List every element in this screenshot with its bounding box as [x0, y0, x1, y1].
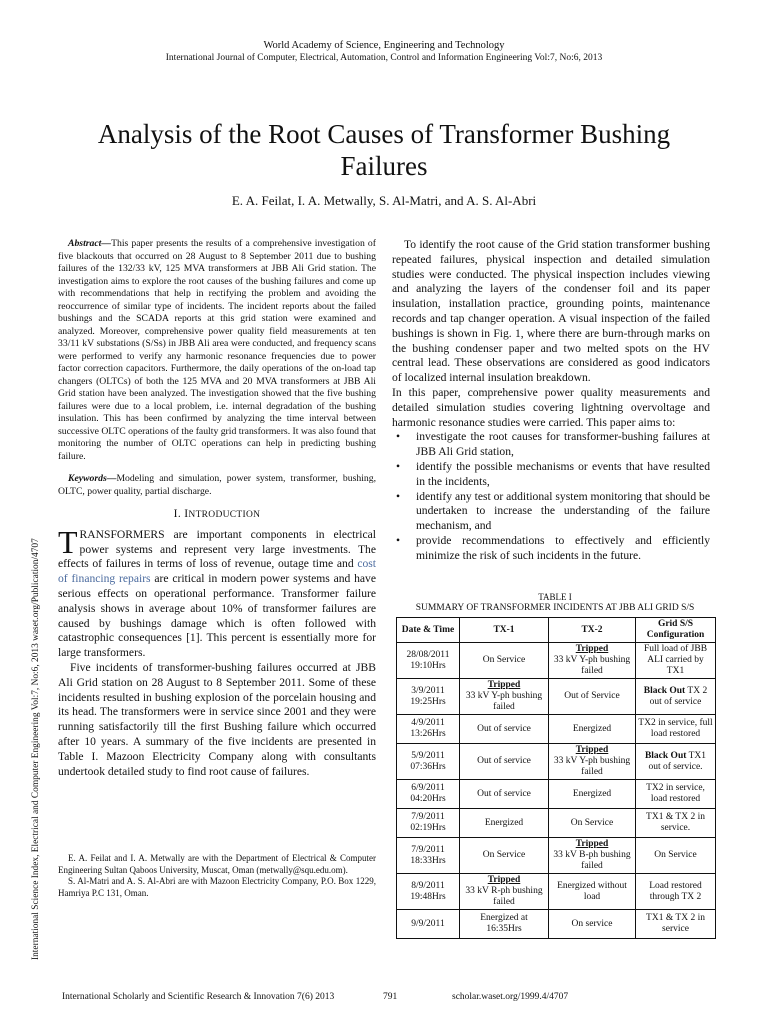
- abstract-text: This paper presents the results of a comprehensive investigation of five blackouts that occurred on 28 August to 8 September 2011 due to bushing failures of the 132/33 kV, 125 MVA transformers at JBB Ali Grid station. The investigation aims to explore the root causes of the bushing failures and come up with recommendations that help in rectifying the problem and avoiding the reoccurrence of similar type of incidents. The incident reports about the failed bushings and the SCADA reports at this grid station were examined and analyzed. Moreover, comprehensive power quality field measurements at ten 33/11 kV substations (S/Ss) in JBB Ali area were conducted, and frequency scans were performed to verify any harmonic resonance frequencies due to power factor correction capacitors. Furthermore, the daily operations of the on-load tap changers (OLTCs) of both the 125 MVA and 20 MVA transformers at JBB Ali Grid station have been analyzed. The investigation showed that the five bushing failures were due to a local problem, i.e. internal degradation of the bushing insulation. This has been confirmed by analyzing the time interval between successive OLTC operations of the faulty grid transformers. It was also found that monitoring the number of OLTC operations can help in predicting bushing failure.: [58, 238, 376, 462]
- tx2-status: 33 kV Y-ph bushing failed: [553, 756, 631, 777]
- config-text: TX 2 out of service: [649, 685, 708, 707]
- table-caption: [392, 592, 718, 614]
- config-text: TX1 out of service.: [648, 750, 707, 772]
- incident-table: [396, 617, 716, 939]
- tx2-status: On Service: [570, 817, 614, 828]
- paper-authors: E. A. Feilat, I. A. Metwally, S. Al-Matri, and A. S. Al-Abri: [231, 193, 537, 208]
- tx1-status: On Service: [482, 850, 526, 860]
- time-text: 04:20Hrs: [410, 794, 446, 804]
- abstract: [58, 238, 376, 463]
- aims-list-item: • provide recommendations to effectively and efficiently minimize the risk of such incidents in the future.: [416, 534, 710, 564]
- intro-p1-lead: RANSFORMERS are important components in electrical power systems and represent very large investments. The effects of failures in terms of loss of revenue, outage time and: [58, 527, 376, 571]
- tx2-status: Energized: [572, 723, 612, 734]
- time-text: 02:19Hrs: [410, 823, 446, 833]
- cell-tx1: [460, 643, 549, 679]
- cell-date: [397, 715, 460, 744]
- table-caption-text: SUMMARY OF TRANSFORMER INCIDENTS AT JBB ALI GRID S/S: [415, 603, 695, 613]
- config-text: TX2 in service, full load restored: [638, 718, 713, 739]
- right-paragraph-1: To identify the root cause of the Grid station transformer bushing repeated failures, physical inspection and detailed simulation studies were conducted. The physical inspection includes viewing and analyzing the layers of the condenser foil and its paper insulation, installation practice, grounding points, maintenance records and tap changer operation. A visual inspection of the failed bushings is shown in Fig. 1, where there are burn-through marks on the bushing condenser paper and two melted spots on the HV central lead. These observations are considered as good indicators of localized internal insulation breakdown.: [392, 238, 710, 385]
- time-text: 07:36Hrs: [410, 761, 446, 772]
- aims-list-item: • identify the possible mechanisms or events that have resulted in the incidents,: [416, 460, 710, 490]
- time-text: 19:48Hrs: [410, 891, 446, 902]
- cell-tx1: [460, 910, 549, 939]
- section-numeral: I.: [173, 507, 182, 520]
- abstract-label: Abstract—: [68, 238, 112, 249]
- cell-date: [397, 679, 460, 715]
- col-header-tx2: TX-2: [549, 618, 636, 643]
- footnote-2: S. Al-Matri and A. S. Al-Abri are with Mazoon Electricity Company, P.O. Box 1229, Hamriya P.C 131, Oman.: [58, 876, 376, 898]
- keywords-label: Keywords—: [68, 473, 117, 484]
- config-text: TX1 & TX 2 in service.: [646, 812, 705, 833]
- tx2-status: Out of Service: [564, 691, 620, 701]
- table-row: [397, 809, 716, 838]
- cell-tx2: [549, 910, 636, 939]
- table-row: [397, 838, 716, 874]
- section-title-first: I: [184, 507, 189, 520]
- time-text: 19:10Hrs: [410, 660, 446, 671]
- table-row: [397, 780, 716, 809]
- author-footnote: [58, 853, 376, 899]
- right-column: [392, 238, 710, 564]
- table-label: TABLE I: [538, 592, 572, 602]
- section-title-introduction: [58, 507, 376, 523]
- config-text: TX2 in service, load restored: [646, 783, 705, 804]
- date-text: 6/9/2011: [411, 783, 445, 793]
- tripped-label: Tripped: [487, 680, 521, 690]
- time-text: 13:26Hrs: [410, 729, 446, 739]
- cell-config: [636, 744, 716, 780]
- aims-list-item: • identify any test or additional system monitoring that should be undertaken to increase the understanding of the failure mechanism, and: [416, 490, 710, 534]
- cell-date: [397, 744, 460, 780]
- paper-title: Analysis of the Root Causes of Transformer Bushing Failures: [97, 119, 671, 181]
- financing-link[interactable]: cost of financing repairs: [58, 557, 376, 586]
- tx1-status: 33 kV R-ph bushing failed: [465, 886, 543, 907]
- config-text: Load restored through TX 2: [649, 880, 702, 902]
- table-row: [397, 715, 716, 744]
- cell-date: [397, 838, 460, 874]
- cell-tx2: [549, 780, 636, 809]
- footer-publisher: International Scholarly and Scientific Research & Innovation 7(6) 2013: [62, 992, 335, 1002]
- tripped-label: Tripped: [575, 839, 609, 849]
- table-header-row: [397, 618, 716, 643]
- sidebar-citation: International Science Index, Electrical and Computer Engineering Vol:7, No:6, 2013 waset.org/Publication/4707: [31, 538, 41, 960]
- col-header-tx1: TX-1: [460, 618, 549, 643]
- footnote-1: E. A. Feilat and I. A. Metwally are with the Department of Electrical & Computer Engineering Sultan Qaboos University, Muscat, Oman (metwally@squ.edu.om).: [58, 853, 376, 875]
- tripped-label: Tripped: [487, 875, 521, 885]
- cell-date: [397, 910, 460, 939]
- keywords: [58, 473, 376, 498]
- cell-date: [397, 874, 460, 910]
- date-text: 28/08/2011: [406, 649, 450, 660]
- table-row: [397, 744, 716, 780]
- footer-url: scholar.waset.org/1999.4/4707: [452, 992, 569, 1002]
- keywords-text: Modeling and simulation, power system, transformer, bushing, OLTC, power quality, partial discharge.: [58, 473, 376, 497]
- table-row: [397, 874, 716, 910]
- tx2-status: On service: [571, 918, 613, 929]
- cell-tx2: [549, 679, 636, 715]
- intro-paragraph-1: [58, 523, 376, 661]
- config-text: TX1 & TX 2 in service: [646, 913, 705, 934]
- time-text: 19:25Hrs: [410, 696, 446, 707]
- tx1-status: 33 kV Y-ph bushing failed: [465, 691, 543, 712]
- cell-tx2: [549, 744, 636, 780]
- cell-config: [636, 809, 716, 838]
- time-text: 18:33Hrs: [410, 855, 446, 866]
- cell-tx1: [460, 715, 549, 744]
- config-text: On Service: [654, 850, 697, 860]
- cell-tx2: [549, 874, 636, 910]
- cell-config: [636, 874, 716, 910]
- date-text: 7/9/2011: [411, 812, 445, 822]
- date-text: 7/9/2011: [411, 844, 445, 855]
- cell-date: [397, 780, 460, 809]
- tx1-status: Out of service: [477, 723, 531, 734]
- cell-date: [397, 643, 460, 679]
- intro-paragraph-2: Five incidents of transformer-bushing failures occurred at JBB Ali Grid station on 28 August to 8 September 2011. Some of these incidents resulted in bushing explosion of the porcelain housing and its head. The transformers were in service since 2001 and they were running satisfactorily till the first Bushing failure which occurred after 10 years. A summary of the five incidents are presented in Table I. Mazoon Electricity Company along with consultants undertook detailed study to find root cause of failures.: [58, 660, 376, 778]
- cell-config: [636, 838, 716, 874]
- journal-header-line1: World Academy of Science, Engineering and Technology: [263, 40, 505, 51]
- table-row: [397, 679, 716, 715]
- cell-config: [636, 780, 716, 809]
- tx1-status: Out of service: [477, 756, 531, 766]
- date-text: 4/9/2011: [411, 718, 445, 728]
- cell-config: [636, 715, 716, 744]
- date-text: 5/9/2011: [411, 750, 445, 761]
- config-text: Full load of JBB ALI carried by TX1: [643, 644, 708, 676]
- aims-list: [392, 430, 710, 563]
- col-header-date: Date & Time: [397, 618, 460, 643]
- cell-date: [397, 809, 460, 838]
- left-column: [58, 238, 376, 779]
- page-number: 791: [383, 992, 398, 1002]
- cell-tx2: [549, 809, 636, 838]
- date-text: 9/9/2011: [411, 918, 445, 929]
- tx1-status: Energized: [484, 817, 524, 828]
- cell-tx2: [549, 838, 636, 874]
- blackout-label: Black Out: [643, 685, 686, 696]
- tx2-status: Energized: [572, 788, 612, 799]
- tx1-status: Energized at 16:35Hrs: [480, 913, 528, 934]
- cell-tx1: [460, 780, 549, 809]
- table-row: [397, 643, 716, 679]
- date-text: 3/9/2011: [411, 685, 445, 696]
- journal-header-line2: International Journal of Computer, Electrical, Automation, Control and Information Engineering Vol:7, No:6, 2013: [165, 53, 603, 63]
- tx2-status: 33 kV Y-ph bushing failed: [553, 655, 631, 676]
- tx1-status: On Service: [482, 655, 526, 665]
- table-row: [397, 910, 716, 939]
- blackout-label: Black Out: [644, 750, 687, 761]
- tripped-label: Tripped: [575, 745, 609, 755]
- cell-config: [636, 679, 716, 715]
- aims-list-item: • investigate the root causes for transformer-bushing failures at JBB Ali Grid station,: [416, 430, 710, 460]
- tripped-label: Tripped: [575, 644, 609, 654]
- col-header-config: Grid S/S Configuration: [636, 618, 716, 643]
- cell-tx1: [460, 874, 549, 910]
- cell-tx2: [549, 715, 636, 744]
- date-text: 8/9/2011: [411, 880, 445, 891]
- cell-tx1: [460, 838, 549, 874]
- cell-config: [636, 910, 716, 939]
- cell-tx2: [549, 643, 636, 679]
- dropcap: T: [58, 523, 78, 560]
- section-title-rest: NTRODUCTION: [188, 510, 261, 520]
- intro-p1-tail: are critical in modern power systems and have serious effects on operational performance. Transformer failure analysis shows in average about 10% of transformer failures are caused by bushings damage which is often followed with catastrophic consequences [1]. This percent is essentially more for large transformers.: [58, 572, 376, 660]
- cell-tx1: [460, 744, 549, 780]
- tx2-status: Energized without load: [557, 880, 627, 902]
- tx1-status: Out of service: [477, 788, 531, 799]
- cell-config: [636, 643, 716, 679]
- tx2-status: 33 kV B-ph bushing failed: [553, 850, 631, 871]
- cell-tx1: [460, 679, 549, 715]
- cell-tx1: [460, 809, 549, 838]
- right-paragraph-2: In this paper, comprehensive power quality measurements and detailed simulation studies covering lightning overvoltage and harmonic resonance studies were carried. This paper aims to:: [392, 385, 710, 429]
